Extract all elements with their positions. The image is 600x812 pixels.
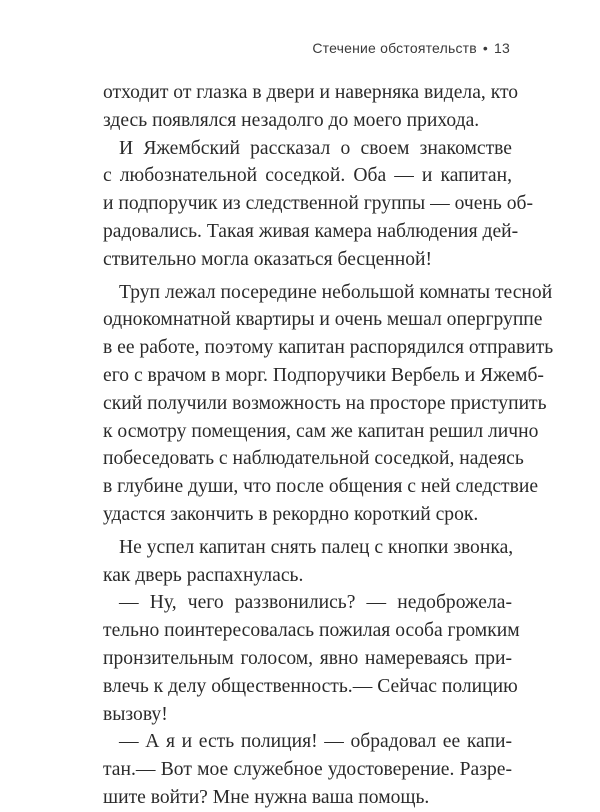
text-line: вызову! <box>103 703 168 725</box>
text-line: влечь к делу общественность.— Сейчас полицию <box>103 675 518 697</box>
text-line: пронзительным голосом, явно намереваясь при- <box>103 647 512 669</box>
paragraph <box>103 279 554 529</box>
running-title: Стечение обстоятельств <box>312 40 477 56</box>
paragraph <box>103 135 534 274</box>
paragraph <box>103 589 520 728</box>
text-line: ский получили возможность на просторе приступить <box>103 392 547 414</box>
text-line: отходит от глазка в двери и наверняка видела, кто <box>103 82 519 103</box>
text-line: тельно поинтересовалась пожилая особа громким <box>103 620 520 642</box>
text-line: Не успел капитан снять палец с кнопки звонка, <box>119 536 514 558</box>
text-line: побеседовать с наблюдательной соседкой, надеясь <box>103 448 524 470</box>
running-header <box>312 40 510 56</box>
text-line: Труп лежал посередине небольшой комнаты тесной <box>119 281 553 303</box>
text-line: в глубине души, что после общения с ней следствие <box>103 476 539 498</box>
text-line: здесь появлялся незадолго до моего прихода. <box>103 109 480 131</box>
text-line: как дверь распахнулась. <box>103 564 304 586</box>
text-line: — А я и есть полиция! — обрадовал ее капи- <box>119 731 512 753</box>
body-text <box>103 79 554 812</box>
text-line: с любознательной соседкой. Оба — и капитан, <box>103 165 512 187</box>
header-separator: • <box>482 40 489 56</box>
text-line: удастся закончить в рекордно короткий срок. <box>103 503 479 525</box>
text-line: И Яжембский рассказал о своем знакомстве <box>119 137 512 159</box>
text-line: в ее работе, поэтому капитан распорядился отправить <box>103 337 554 359</box>
page-number: 13 <box>494 40 510 56</box>
text-line: — Ну, чего раззвонились? — недоброжела- <box>119 592 512 614</box>
paragraph <box>103 534 512 590</box>
paragraph <box>103 79 519 135</box>
text-line: тан.— Вот мое служебное удостоверение. Разре- <box>103 759 512 781</box>
text-line: однокомнатной квартиры и очень мешал опергруппе <box>103 309 543 331</box>
text-line: радовались. Такая живая камера наблюдения дей- <box>103 220 519 242</box>
text-line: ствительно могла оказаться бесценной! <box>103 248 433 270</box>
text-line: его с врачом в морг. Подпоручики Вербель и Яжемб- <box>103 364 544 386</box>
text-line: и подпоручик из следственной группы — очень об- <box>103 193 534 215</box>
text-line: шите войти? Мне нужна ваша помощь. <box>103 786 430 808</box>
text-line: к осмотру помещения, сам же капитан решил лично <box>103 420 539 442</box>
paragraph <box>103 728 512 811</box>
